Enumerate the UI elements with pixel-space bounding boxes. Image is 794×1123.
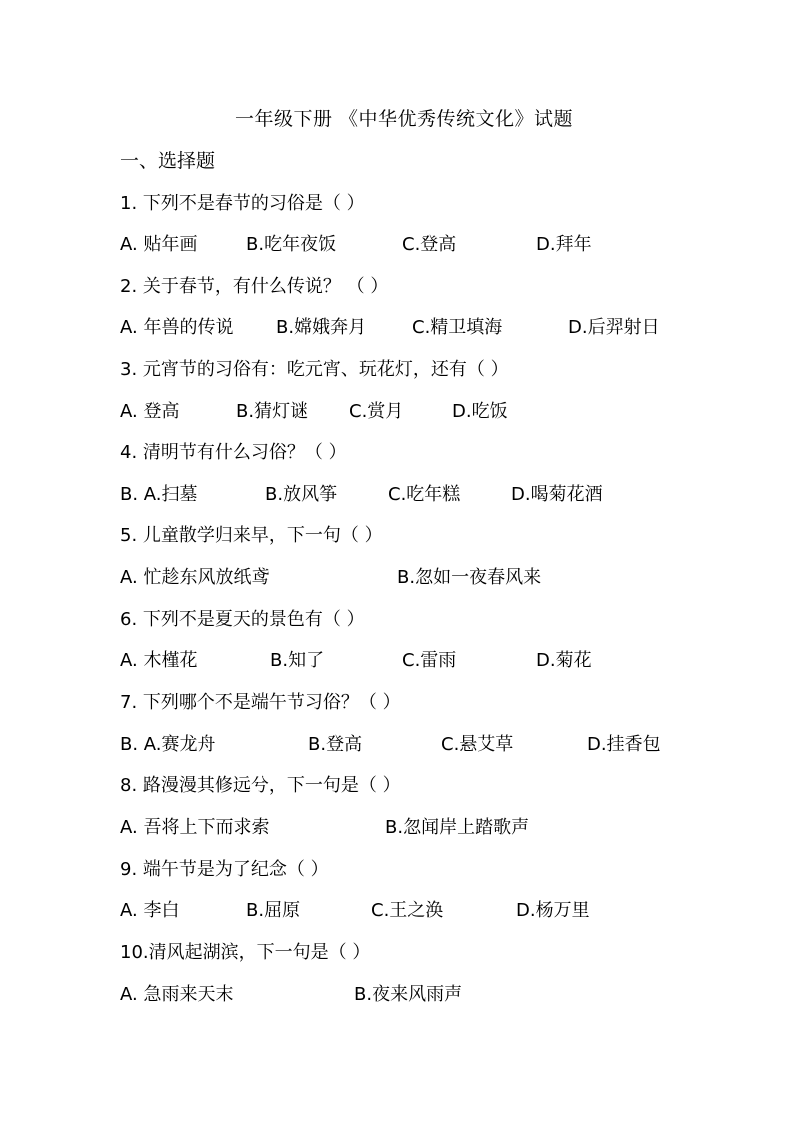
option: C.吃年糕	[388, 484, 461, 505]
option: A. 年兽的传说	[120, 317, 234, 338]
question-8: 8. 路漫漫其修远兮，下一句是（ ）	[120, 775, 401, 796]
option: B.吃年夜饭	[246, 234, 337, 255]
option: A. 木槿花	[120, 650, 198, 671]
option: A. 急雨来天末	[120, 984, 234, 1005]
option: B.猜灯谜	[236, 401, 309, 422]
question-7: 7. 下列哪个不是端午节习俗？（ ）	[120, 692, 401, 713]
question-1: 1. 下列不是春节的习俗是（ ）	[120, 193, 365, 214]
option: C.王之涣	[371, 900, 444, 921]
option: B.嫦娥奔月	[276, 317, 367, 338]
option: D.拜年	[536, 234, 592, 255]
option: C.雷雨	[402, 650, 457, 671]
question-10: 10.清风起湖滨，下一句是（ ）	[120, 942, 371, 963]
option: B.屈原	[246, 900, 301, 921]
option: B. A.赛龙舟	[120, 734, 216, 755]
option: A. 登高	[120, 401, 180, 422]
option: D.菊花	[536, 650, 592, 671]
page-title: 一年级下册 《中华优秀传统文化》试题	[234, 108, 574, 130]
option: D.吃饭	[452, 401, 508, 422]
question-4: 4. 清明节有什么习俗？（ ）	[120, 442, 347, 463]
option: A. 吾将上下而求索	[120, 817, 270, 838]
option: A. 忙趁东风放纸鸢	[120, 567, 270, 588]
question-6: 6. 下列不是夏天的景色有（ ）	[120, 609, 365, 630]
option: D.挂香包	[587, 734, 661, 755]
question-2: 2. 关于春节，有什么传说？ （ ）	[120, 276, 389, 297]
option: C.精卫填海	[412, 317, 503, 338]
question-5: 5. 儿童散学归来早，下一句（ ）	[120, 525, 383, 546]
option: B.放风筝	[265, 484, 338, 505]
option: B.登高	[308, 734, 363, 755]
option: B.知了	[270, 650, 325, 671]
option: C.悬艾草	[441, 734, 514, 755]
question-3: 3. 元宵节的习俗有：吃元宵、玩花灯，还有（ ）	[120, 359, 509, 380]
option: A. 贴年画	[120, 234, 198, 255]
option: B.忽如一夜春风来	[397, 567, 542, 588]
section-heading: 一、选择题	[120, 150, 216, 172]
option: B.忽闻岸上踏歌声	[385, 817, 530, 838]
option: D.后羿射日	[568, 317, 660, 338]
question-9: 9. 端午节是为了纪念（ ）	[120, 859, 329, 880]
option: D.杨万里	[516, 900, 590, 921]
option: B. A.扫墓	[120, 484, 198, 505]
option: D.喝菊花酒	[511, 484, 603, 505]
option: A. 李白	[120, 900, 180, 921]
option: C.登高	[402, 234, 457, 255]
option: C.赏月	[349, 401, 404, 422]
option: B.夜来风雨声	[354, 984, 463, 1005]
